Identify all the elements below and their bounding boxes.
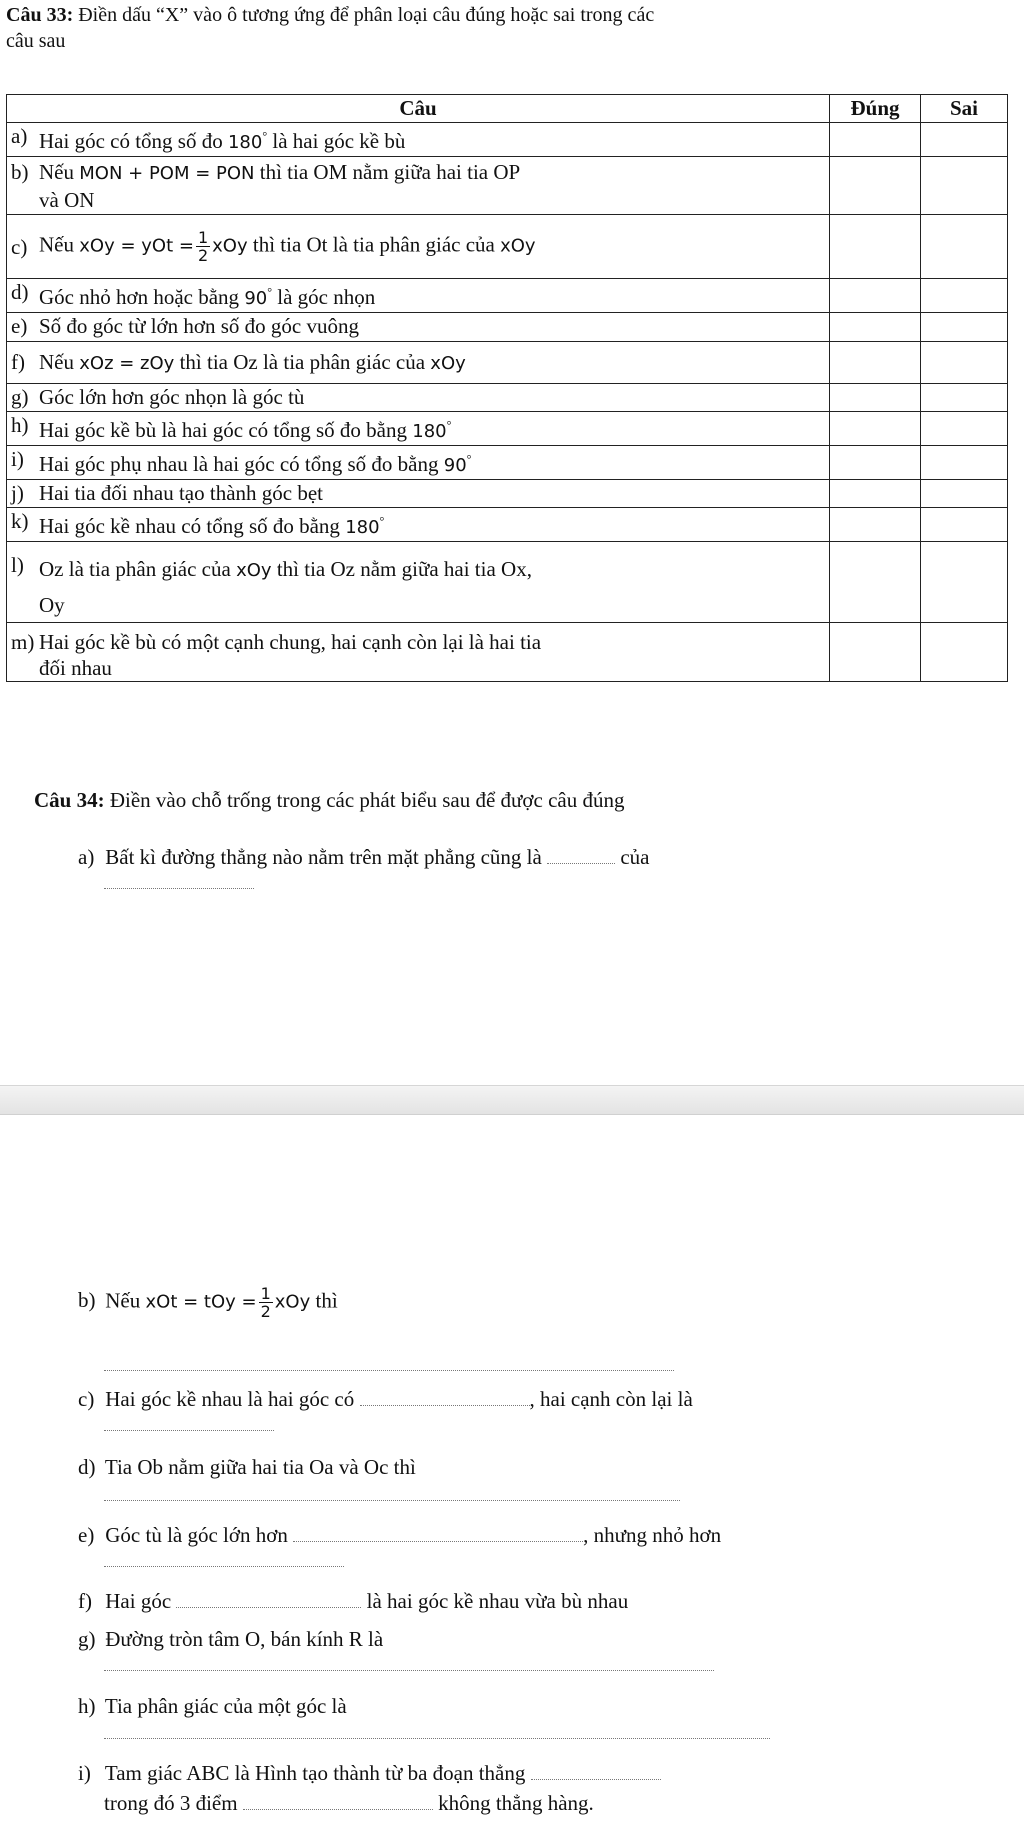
statement-text: Oz là tia phân giác của [39,557,237,581]
statement-text: thì tia Ot là tia phân giác của [247,232,501,257]
wrong-checkbox-cell[interactable] [921,313,1008,342]
item-text: Bất kì đường thẳng nào nằm trên mặt phẳng cũng là [105,845,542,869]
table-row [7,446,1008,480]
correct-checkbox-cell[interactable] [830,446,921,480]
fill-item-e [78,1522,721,1548]
math-expression: 180 [345,517,380,538]
correct-checkbox-cell[interactable] [830,508,921,542]
math-expression: 180 [227,132,263,153]
statement-text: Oy [39,593,65,617]
blank-field[interactable] [104,1566,344,1567]
wrong-checkbox-cell[interactable] [921,123,1008,157]
item-text: Nếu [105,1288,146,1313]
blank-field[interactable] [547,849,615,864]
statement-cell [7,157,830,215]
row-label: k) [11,509,29,533]
statement-text: Nếu [39,349,80,374]
page-separator [0,1085,1024,1115]
statement-text: Hai góc kề bù là hai góc có tổng số đo bằng [39,418,413,442]
statement-text: Góc lớn hơn góc nhọn là góc tù [39,385,305,409]
statement-cell [7,342,830,384]
statement-text: đối nhau [39,656,112,680]
blank-field[interactable] [176,1593,361,1608]
wrong-checkbox-cell[interactable] [921,508,1008,542]
item-text: Tia Ob nằm giữa hai tia Oa và Oc thì [104,1455,416,1479]
statement-text: Số đo góc từ lớn hơn số đo góc vuông [39,314,360,338]
statement-text: thì tia OM nằm giữa hai tia OP [254,160,521,184]
math-expression: 90 [443,455,467,476]
item-label: f) [78,1589,92,1613]
math-expression: xOy = yOt = [79,235,194,257]
fill-item-g [78,1626,383,1652]
row-label: c) [11,234,28,259]
fraction-denominator: 2 [260,1302,271,1321]
table-row [7,313,1008,342]
wrong-checkbox-cell[interactable] [921,215,1008,279]
correct-checkbox-cell[interactable] [830,215,921,279]
wrong-checkbox-cell[interactable] [921,623,1008,682]
question-33-title [6,2,1011,54]
row-label: j) [11,481,24,505]
degree-symbol: ° [446,418,452,432]
fraction-numerator: 1 [260,1284,271,1303]
table-row [7,215,1008,279]
row-label: h) [11,413,29,437]
fraction-denominator: 2 [197,246,209,265]
wrong-checkbox-cell[interactable] [921,342,1008,384]
wrong-checkbox-cell[interactable] [921,279,1008,313]
degree-symbol: ° [466,452,472,466]
fraction [259,1285,273,1320]
statement-cell [7,542,830,623]
row-label: d) [11,280,29,304]
correct-checkbox-cell[interactable] [830,313,921,342]
statement-text: và ON [39,188,95,212]
q33-text-line2: câu sau [6,30,66,52]
blank-field[interactable] [104,1670,714,1671]
question-34-title [34,788,625,813]
item-text: không thẳng hàng. [438,1791,594,1815]
item-text: , hai cạnh còn lại là [529,1387,693,1411]
correct-checkbox-cell[interactable] [830,279,921,313]
fill-item-d [78,1454,416,1480]
math-expression: 180 [412,421,447,442]
table-row [7,542,1008,623]
fill-item-h [78,1693,347,1719]
blank-field[interactable] [531,1765,661,1780]
math-expression: xOy [212,235,248,257]
row-label: g) [11,385,29,409]
fraction [196,229,210,264]
statement-text: thì tia Oz nằm giữa hai tia Ox, [271,557,532,581]
table-row [7,508,1008,542]
math-expression: 90 [244,288,268,309]
fill-item-b [78,1285,338,1320]
wrong-checkbox-cell[interactable] [921,384,1008,412]
blank-field[interactable] [360,1391,530,1406]
blank-field[interactable] [104,1738,770,1739]
table-header-row [7,95,1008,123]
statement-cell [7,623,830,682]
correct-checkbox-cell[interactable] [830,542,921,623]
fraction-numerator: 1 [197,228,209,247]
blank-field[interactable] [293,1527,583,1542]
blank-field[interactable] [243,1795,433,1810]
statement-text: Nếu [39,160,80,184]
item-text: của [620,845,650,869]
statement-cell [7,215,830,279]
correct-checkbox-cell[interactable] [830,412,921,446]
statement-text: Hai góc phụ nhau là hai góc có tổng số đo bằng [39,452,444,476]
statement-cell [7,508,830,542]
item-label: d) [78,1455,96,1479]
correct-checkbox-cell[interactable] [830,384,921,412]
table-row [7,157,1008,215]
row-label: b) [11,160,29,184]
item-text: là hai góc kề nhau vừa bù nhau [366,1589,629,1613]
table-row [7,623,1008,682]
header-correct: Đúng [830,95,921,123]
blank-field[interactable] [104,1370,674,1371]
correct-checkbox-cell[interactable] [830,123,921,157]
row-label: i) [11,447,24,471]
table-row [7,480,1008,508]
row-label: l) [11,553,24,577]
row-label: a) [11,124,28,148]
statement-text: Hai góc kề bù có một cạnh chung, hai cạnh còn lại là hai tia [39,630,542,654]
item-text: Tia phân giác của một góc là [104,1694,347,1718]
wrong-checkbox-cell[interactable] [921,157,1008,215]
math-expression: xOy [500,235,536,257]
row-label: f) [11,349,25,374]
blank-field[interactable] [104,888,254,889]
fill-item-c [78,1386,693,1412]
item-text: Hai góc kề nhau là hai góc có [105,1387,355,1411]
statement-text: là hai góc kề bù [267,129,406,153]
math-expression: xOz = zOy [79,352,175,374]
item-label: e) [78,1523,95,1547]
statement-cell [7,123,830,157]
degree-symbol: ° [267,285,273,299]
fill-item-i-line2 [104,1790,594,1816]
math-expression: xOy [236,560,272,581]
correct-checkbox-cell[interactable] [830,480,921,508]
statement-text: Góc nhỏ hơn hoặc bằng [39,285,245,309]
item-text: Đường tròn tâm O, bán kính R là [105,1627,384,1651]
wrong-checkbox-cell[interactable] [921,542,1008,623]
correct-checkbox-cell[interactable] [830,342,921,384]
item-text: , nhưng nhỏ hơn [583,1523,722,1547]
statement-text: Nếu [39,232,80,257]
wrong-checkbox-cell[interactable] [921,412,1008,446]
statement-cell [7,446,830,480]
item-text: Góc tù là góc lớn hơn [105,1523,288,1547]
q33-text: Điền dấu “X” vào ô tương ứng để phân loại câu đúng hoặc sai trong các [73,4,655,26]
correct-checkbox-cell[interactable] [830,623,921,682]
statement-cell [7,279,830,313]
item-label: b) [78,1288,96,1313]
math-expression: xOy [430,352,466,374]
statement-cell [7,412,830,446]
statement-cell [7,313,830,342]
statement-cell [7,384,830,412]
q34-label: Câu 34: [34,788,105,812]
row-label: e) [11,314,28,338]
wrong-checkbox-cell[interactable] [921,480,1008,508]
header-wrong: Sai [921,95,1008,123]
fill-item-i [78,1760,661,1786]
true-false-table [6,94,1008,682]
math-expression: MON + POM = PON [79,163,255,184]
q33-label: Câu 33: [6,4,74,26]
item-text: thì [310,1288,338,1313]
fill-item-a [78,844,649,870]
row-label: m) [11,630,35,654]
table-row [7,412,1008,446]
degree-symbol: ° [262,129,268,143]
wrong-checkbox-cell[interactable] [921,446,1008,480]
statement-text: là góc nhọn [272,285,376,309]
item-text: Hai góc [105,1589,172,1613]
item-label: c) [78,1387,95,1411]
item-label: a) [78,845,95,869]
correct-checkbox-cell[interactable] [830,157,921,215]
item-label: i) [78,1761,91,1785]
table-row [7,123,1008,157]
item-label: h) [78,1694,96,1718]
item-label: g) [78,1627,96,1651]
statement-text: Hai tia đối nhau tạo thành góc bẹt [39,481,324,505]
math-expression: xOt = tOy = [145,1291,257,1313]
statement-text: Hai góc có tổng số đo [39,129,228,153]
statement-text: thì tia Oz là tia phân giác của [174,349,431,374]
degree-symbol: ° [379,514,385,528]
statement-text: Hai góc kề nhau có tổng số đo bằng [39,514,346,538]
table-row [7,384,1008,412]
statement-cell [7,480,830,508]
table-row [7,342,1008,384]
item-text: trong đó 3 điểm [104,1791,238,1815]
table-row [7,279,1008,313]
blank-field[interactable] [104,1500,680,1501]
item-text: Tam giác ABC là Hình tạo thành từ ba đoạn thẳng [104,1761,526,1785]
fill-item-f [78,1588,628,1614]
blank-field[interactable] [104,1430,274,1431]
header-question: Câu [7,95,830,123]
math-expression: xOy [274,1291,311,1313]
q34-text: Điền vào chỗ trống trong các phát biểu sau để được câu đúng [104,788,625,812]
